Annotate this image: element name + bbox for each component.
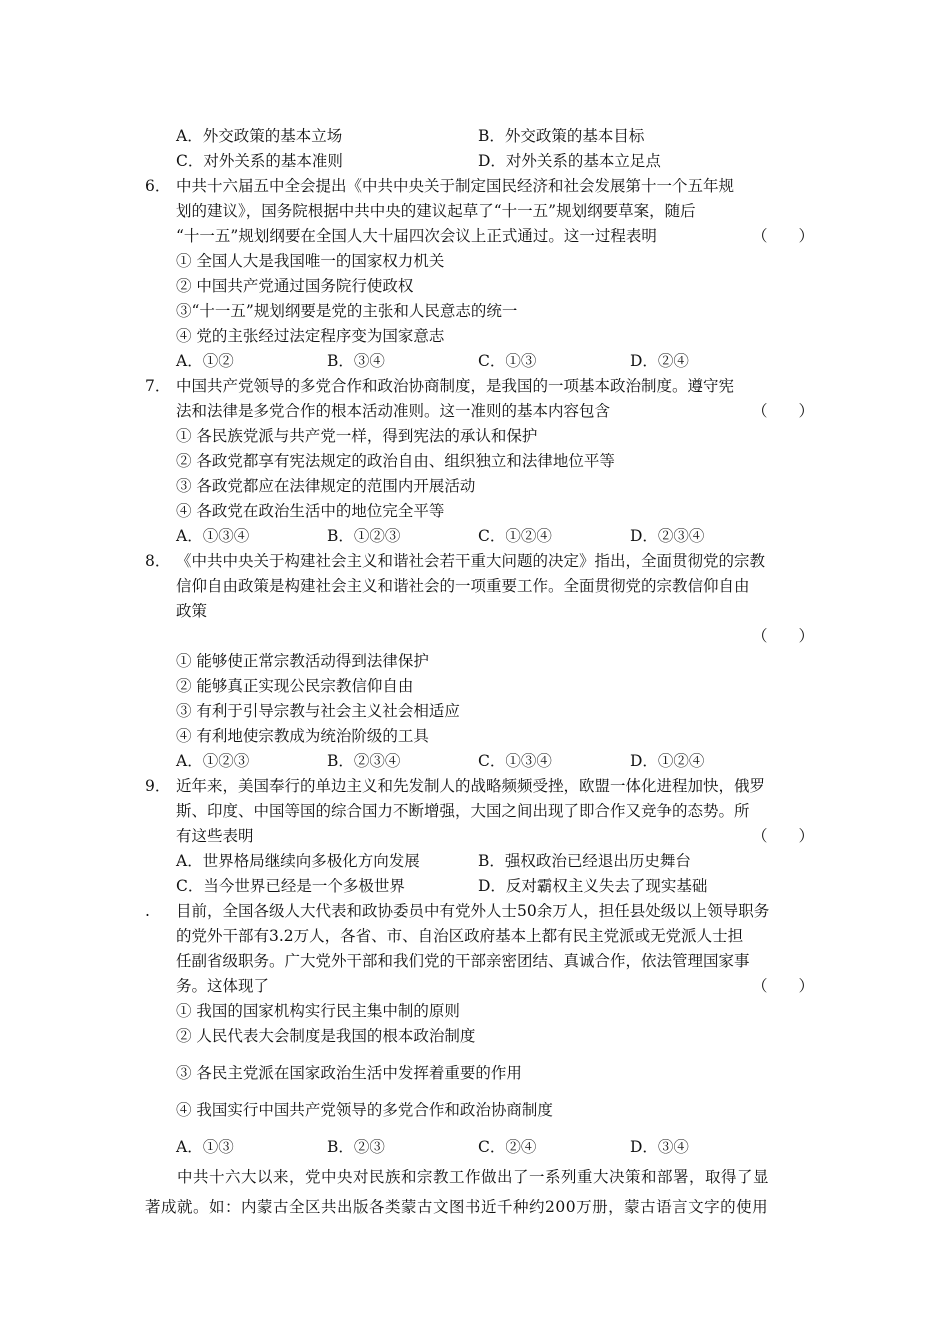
- q10-stem-line: 任副省级职务。广大党外干部和我们党的干部亲密团结、真诚合作，依法管理国家事: [176, 952, 750, 970]
- q10-item: ② 人民代表大会制度是我国的根本政治制度: [176, 1027, 476, 1045]
- q6-stem-line: 划的建议》，国务院根据中共中央的建议起草了“十一五”规划纲要草案，随后: [176, 202, 696, 220]
- q8-item: ③ 有利于引导宗教与社会主义社会相适应: [176, 702, 460, 720]
- q7-option-a[interactable]: A．①③④: [176, 527, 250, 545]
- q7-item: ① 各民族党派与共产党一样，得到宪法的承认和保护: [176, 427, 538, 445]
- q5-option-b[interactable]: B．外交政策的基本目标: [478, 127, 645, 145]
- q6-stem-line: 中共十六届五中全会提出《中共中央关于制定国民经济和社会发展第十一个五年规: [176, 177, 735, 195]
- q10-item: ④ 我国实行中国共产党领导的多党合作和政治协商制度: [176, 1101, 553, 1119]
- q6-option-b[interactable]: B．③④: [327, 352, 385, 370]
- q9-answer-blank[interactable]: （ ）: [752, 827, 815, 845]
- q10-option-b[interactable]: B．②③: [327, 1138, 385, 1156]
- q8-option-c[interactable]: C．①③④: [478, 752, 552, 770]
- q6-item: ③“十一五”规划纲要是党的主张和人民意志的统一: [176, 302, 518, 320]
- q9-option-a[interactable]: A．世界格局继续向多极化方向发展: [176, 852, 420, 870]
- q8-number: 8．: [145, 552, 171, 570]
- q7-item: ② 各政党都享有宪法规定的政治自由、组织独立和法律地位平等: [176, 452, 615, 470]
- q9-option-c[interactable]: C．当今世界已经是一个多极世界: [176, 877, 405, 895]
- q8-answer-blank[interactable]: （ ）: [752, 627, 815, 645]
- q8-item: ④ 有利地使宗教成为统治阶级的工具: [176, 727, 429, 745]
- q7-stem-line: 中国共产党领导的多党合作和政治协商制度，是我国的一项基本政治制度。遵守宪: [176, 377, 735, 395]
- q6-item: ② 中国共产党通过国务院行使政权: [176, 277, 414, 295]
- q10-option-d[interactable]: D．③④: [630, 1138, 689, 1156]
- q10-answer-blank[interactable]: （ ）: [752, 977, 815, 995]
- q8-option-a[interactable]: A．①②③: [176, 752, 250, 770]
- q5-option-d[interactable]: D．对外关系的基本立足点: [478, 152, 661, 170]
- q10-option-a[interactable]: A．①③: [176, 1138, 234, 1156]
- q7-option-d[interactable]: D．②③④: [630, 527, 705, 545]
- q7-answer-blank[interactable]: （ ）: [752, 402, 815, 420]
- q6-option-d[interactable]: D．②④: [630, 352, 689, 370]
- q6-answer-blank[interactable]: （ ）: [752, 227, 815, 245]
- q7-item: ④ 各政党在政治生活中的地位完全平等: [176, 502, 445, 520]
- q9-stem-line: 斯、印度、中国等国的综合国力不断增强，大国之间出现了即合作又竞争的态势。所: [176, 802, 750, 820]
- q7-number: 7．: [145, 377, 171, 395]
- q5-option-a[interactable]: A．外交政策的基本立场: [176, 127, 343, 145]
- passage-line: 中共十六大以来，党中央对民族和宗教工作做出了一系列重大决策和部署，取得了显: [145, 1168, 770, 1186]
- q9-option-d[interactable]: D．反对霸权主义失去了现实基础: [478, 877, 708, 895]
- q8-item: ① 能够使正常宗教活动得到法律保护: [176, 652, 429, 670]
- q7-stem-line: 法和法律是多党合作的根本活动准则。这一准则的基本内容包含: [176, 402, 611, 420]
- q5-option-c[interactable]: C．对外关系的基本准则: [176, 152, 343, 170]
- q10-number: .: [145, 902, 150, 920]
- q9-number: 9．: [145, 777, 171, 795]
- q10-item: ① 我国的国家机构实行民主集中制的原则: [176, 1002, 460, 1020]
- q6-option-c[interactable]: C．①③: [478, 352, 537, 370]
- q10-option-c[interactable]: C．②④: [478, 1138, 537, 1156]
- q7-option-b[interactable]: B．①②③: [327, 527, 401, 545]
- q10-stem-line: 的党外干部有3.2万人，各省、市、自治区政府基本上都有民主党派或无党派人士担: [176, 927, 744, 945]
- q7-item: ③ 各政党都应在法律规定的范围内开展活动: [176, 477, 476, 495]
- q8-stem-line: 政策: [176, 602, 208, 620]
- q8-option-b[interactable]: B．②③④: [327, 752, 401, 770]
- q6-number: 6．: [145, 177, 171, 195]
- passage-line: 著成就。如：内蒙古全区共出版各类蒙古文图书近千种约200万册，蒙古语言文字的使用: [145, 1198, 769, 1216]
- q9-stem-line: 有这些表明: [176, 827, 254, 845]
- q6-item: ④ 党的主张经过法定程序变为国家意志: [176, 327, 445, 345]
- q8-stem-line: 信仰自由政策是构建社会主义和谐社会的一项重要工作。全面贯彻党的宗教信仰自由: [176, 577, 750, 595]
- q9-option-b[interactable]: B．强权政治已经退出历史舞台: [478, 852, 691, 870]
- q6-option-a[interactable]: A．①②: [176, 352, 234, 370]
- q9-stem-line: 近年来，美国奉行的单边主义和先发制人的战略频频受挫，欧盟一体化进程加快，俄罗: [176, 777, 766, 795]
- q8-item: ② 能够真正实现公民宗教信仰自由: [176, 677, 414, 695]
- q7-option-c[interactable]: C．①②④: [478, 527, 552, 545]
- q8-stem-line: 《中共中央关于构建社会主义和谐社会若干重大问题的决定》指出，全面贯彻党的宗教: [176, 552, 766, 570]
- q10-stem-line: 务。这体现了: [176, 977, 270, 995]
- q6-stem-line: “十一五”规划纲要在全国人大十届四次会议上正式通过。这一过程表明: [176, 227, 657, 245]
- q8-option-d[interactable]: D．①②④: [630, 752, 705, 770]
- q10-item: ③ 各民主党派在国家政治生活中发挥着重要的作用: [176, 1064, 522, 1082]
- q6-item: ① 全国人大是我国唯一的国家权力机关: [176, 252, 445, 270]
- q10-stem-line: 目前，全国各级人大代表和政协委员中有党外人士50余万人，担任县处级以上领导职务: [176, 902, 770, 920]
